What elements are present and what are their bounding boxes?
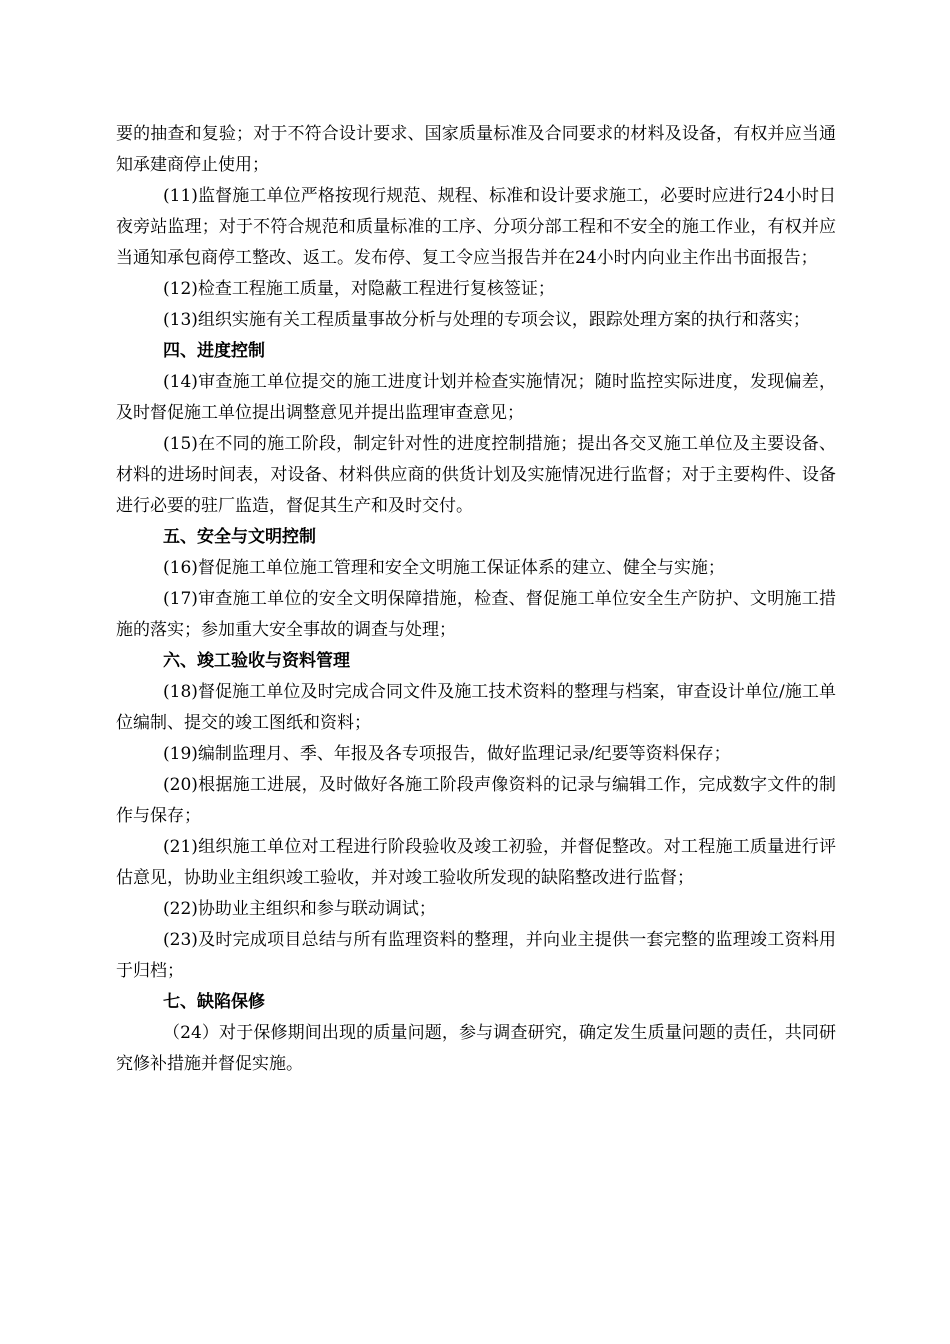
section-heading: 四、进度控制: [163, 341, 265, 361]
section-heading: 五、安全与文明控制: [163, 527, 316, 547]
body-paragraph: (16)督促施工单位施工管理和安全文明施工保证体系的建立、健全与实施；: [163, 558, 725, 578]
body-paragraph: （24）对于保修期间出现的质量问题，参与调查研究，确定发生质量问题的责任，共同研究修补措施并督促实施。: [116, 1023, 836, 1074]
document-body: [116, 119, 836, 1080]
body-paragraph: (22)协助业主组织和参与联动调试；: [163, 899, 436, 919]
body-paragraph: (15)在不同的施工阶段，制定针对性的进度控制措施；提出各交叉施工单位及主要设备、材料的进场时间表，对设备、材料供应商的供货计划及实施情况进行监督；对于主要构件、设备进行必要的驻厂监造，督促其生产和及时交付。: [116, 434, 836, 516]
body-paragraph: (18)督促施工单位及时完成合同文件及施工技术资料的整理与档案，审查设计单位/施工单位编制、提交的竣工图纸和资料；: [116, 682, 836, 733]
body-paragraph: 要的抽查和复验；对于不符合设计要求、国家质量标准及合同要求的材料及设备，有权并应当通知承建商停止使用；: [116, 124, 836, 175]
body-paragraph: (14)审查施工单位提交的施工进度计划并检查实施情况；随时监控实际进度，发现偏差，及时督促施工单位提出调整意见并提出监理审查意见；: [116, 372, 836, 423]
body-paragraph: (20)根据施工进展，及时做好各施工阶段声像资料的记录与编辑工作，完成数字文件的制作与保存；: [116, 775, 836, 826]
section-heading: 六、竣工验收与资料管理: [163, 651, 350, 671]
body-paragraph: (11)监督施工单位严格按现行规范、规程、标准和设计要求施工，必要时应进行24小时日夜旁站监理；对于不符合规范和质量标准的工序、分项分部工程和不安全的施工作业，有权并应当通知承包商停工整改、返工。发布停、复工令应当报告并在24小时内向业主作出书面报告；: [116, 186, 836, 268]
body-paragraph: (23)及时完成项目总结与所有监理资料的整理，并向业主提供一套完整的监理竣工资料用于归档；: [116, 930, 836, 981]
section-heading: 七、缺陷保修: [163, 992, 265, 1012]
body-paragraph: (17)审查施工单位的安全文明保障措施，检查、督促施工单位安全生产防护、文明施工措施的落实；参加重大安全事故的调查与处理；: [116, 589, 836, 640]
body-paragraph: (12)检查工程施工质量，对隐蔽工程进行复核签证；: [163, 279, 555, 299]
body-paragraph: (21)组织施工单位对工程进行阶段验收及竣工初验，并督促整改。对工程施工质量进行评估意见，协助业主组织竣工验收，并对竣工验收所发现的缺陷整改进行监督；: [116, 837, 836, 888]
body-paragraph: (19)编制监理月、季、年报及各专项报告，做好监理记录/纪要等资料保存；: [163, 744, 731, 764]
body-paragraph: (13)组织实施有关工程质量事故分析与处理的专项会议，跟踪处理方案的执行和落实；: [163, 310, 810, 330]
